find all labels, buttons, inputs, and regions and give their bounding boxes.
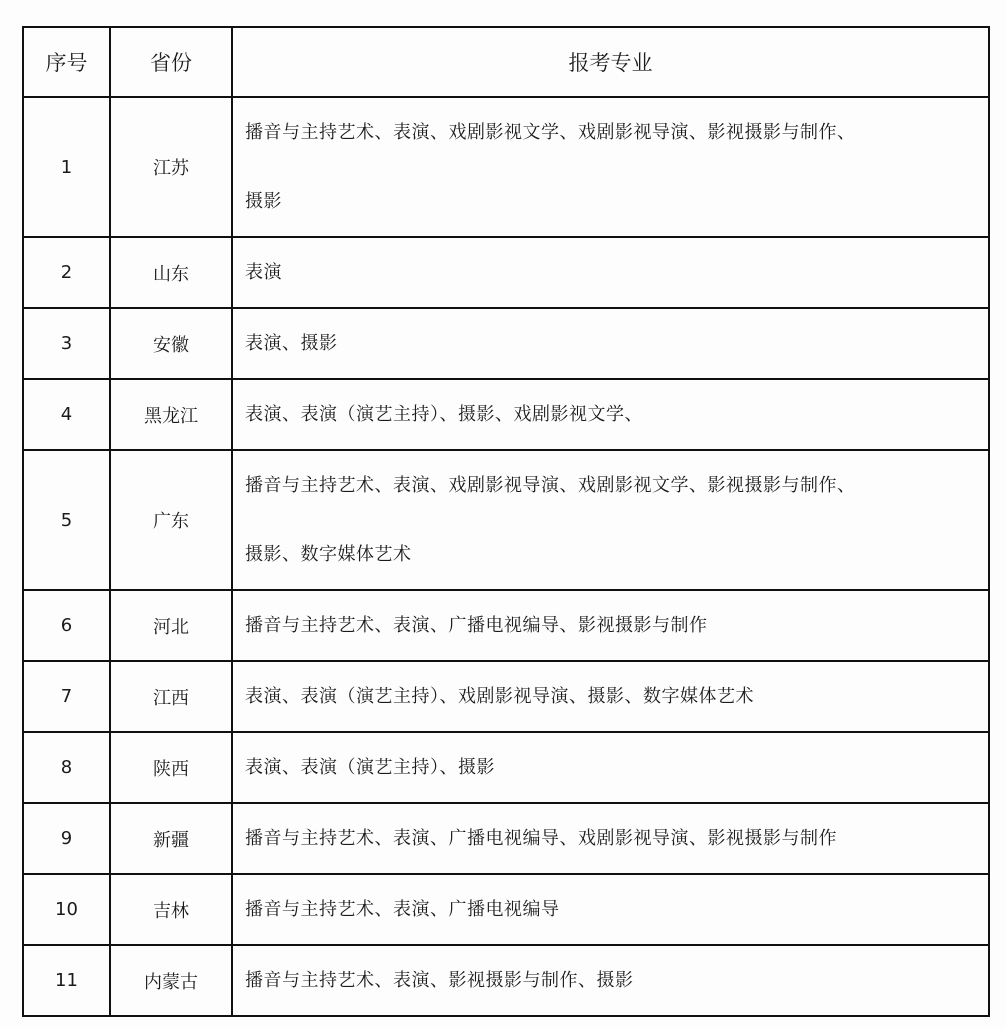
row-no: 9: [23, 803, 110, 874]
row-province: 江西: [110, 661, 232, 732]
table-row: [23, 945, 989, 1016]
row-province: 江苏: [110, 97, 232, 237]
row-majors: 表演、表演（演艺主持）、戏剧影视导演、摄影、数字媒体艺术: [232, 661, 989, 732]
row-province: 吉林: [110, 874, 232, 945]
header-majors: 报考专业: [232, 27, 989, 97]
table-row: [23, 97, 989, 237]
row-province: 黑龙江: [110, 379, 232, 450]
row-no: 8: [23, 732, 110, 803]
row-no: 7: [23, 661, 110, 732]
majors-line2: 摄影: [245, 191, 282, 212]
table-row: [23, 590, 989, 661]
row-province: 安徽: [110, 308, 232, 379]
row-province: 河北: [110, 590, 232, 661]
row-no: 4: [23, 379, 110, 450]
row-no: 3: [23, 308, 110, 379]
table-row: [23, 803, 989, 874]
row-majors: [232, 97, 989, 237]
majors-line1: 播音与主持艺术、表演、戏剧影视导演、戏剧影视文学、影视摄影与制作、: [245, 475, 856, 496]
row-province: 新疆: [110, 803, 232, 874]
row-province: 山东: [110, 237, 232, 308]
table-row: [23, 661, 989, 732]
row-majors: 播音与主持艺术、表演、广播电视编导: [232, 874, 989, 945]
row-no: 2: [23, 237, 110, 308]
header-no: 序号: [23, 27, 110, 97]
majors-line1: 播音与主持艺术、表演、戏剧影视文学、戏剧影视导演、影视摄影与制作、: [245, 122, 856, 143]
row-province: 内蒙古: [110, 945, 232, 1016]
row-majors: 播音与主持艺术、表演、影视摄影与制作、摄影: [232, 945, 989, 1016]
table-row: [23, 379, 989, 450]
row-no: 5: [23, 450, 110, 590]
header-row: [23, 27, 989, 97]
table-row: [23, 450, 989, 590]
row-province: 广东: [110, 450, 232, 590]
row-majors: 表演、表演（演艺主持）、摄影、戏剧影视文学、: [232, 379, 989, 450]
row-no: 10: [23, 874, 110, 945]
table-row: [23, 308, 989, 379]
row-no: 11: [23, 945, 110, 1016]
table-row: [23, 237, 989, 308]
row-province: 陕西: [110, 732, 232, 803]
row-majors: 播音与主持艺术、表演、广播电视编导、戏剧影视导演、影视摄影与制作: [232, 803, 989, 874]
row-majors: [232, 450, 989, 590]
header-province: 省份: [110, 27, 232, 97]
province-majors-table: [22, 26, 990, 1017]
row-no: 6: [23, 590, 110, 661]
row-majors: 表演、表演（演艺主持）、摄影: [232, 732, 989, 803]
row-no: 1: [23, 97, 110, 237]
table-row: [23, 874, 989, 945]
row-majors: 表演、摄影: [232, 308, 989, 379]
row-majors: 表演: [232, 237, 989, 308]
table-row: [23, 732, 989, 803]
row-majors: 播音与主持艺术、表演、广播电视编导、影视摄影与制作: [232, 590, 989, 661]
majors-line2: 摄影、数字媒体艺术: [245, 544, 412, 565]
